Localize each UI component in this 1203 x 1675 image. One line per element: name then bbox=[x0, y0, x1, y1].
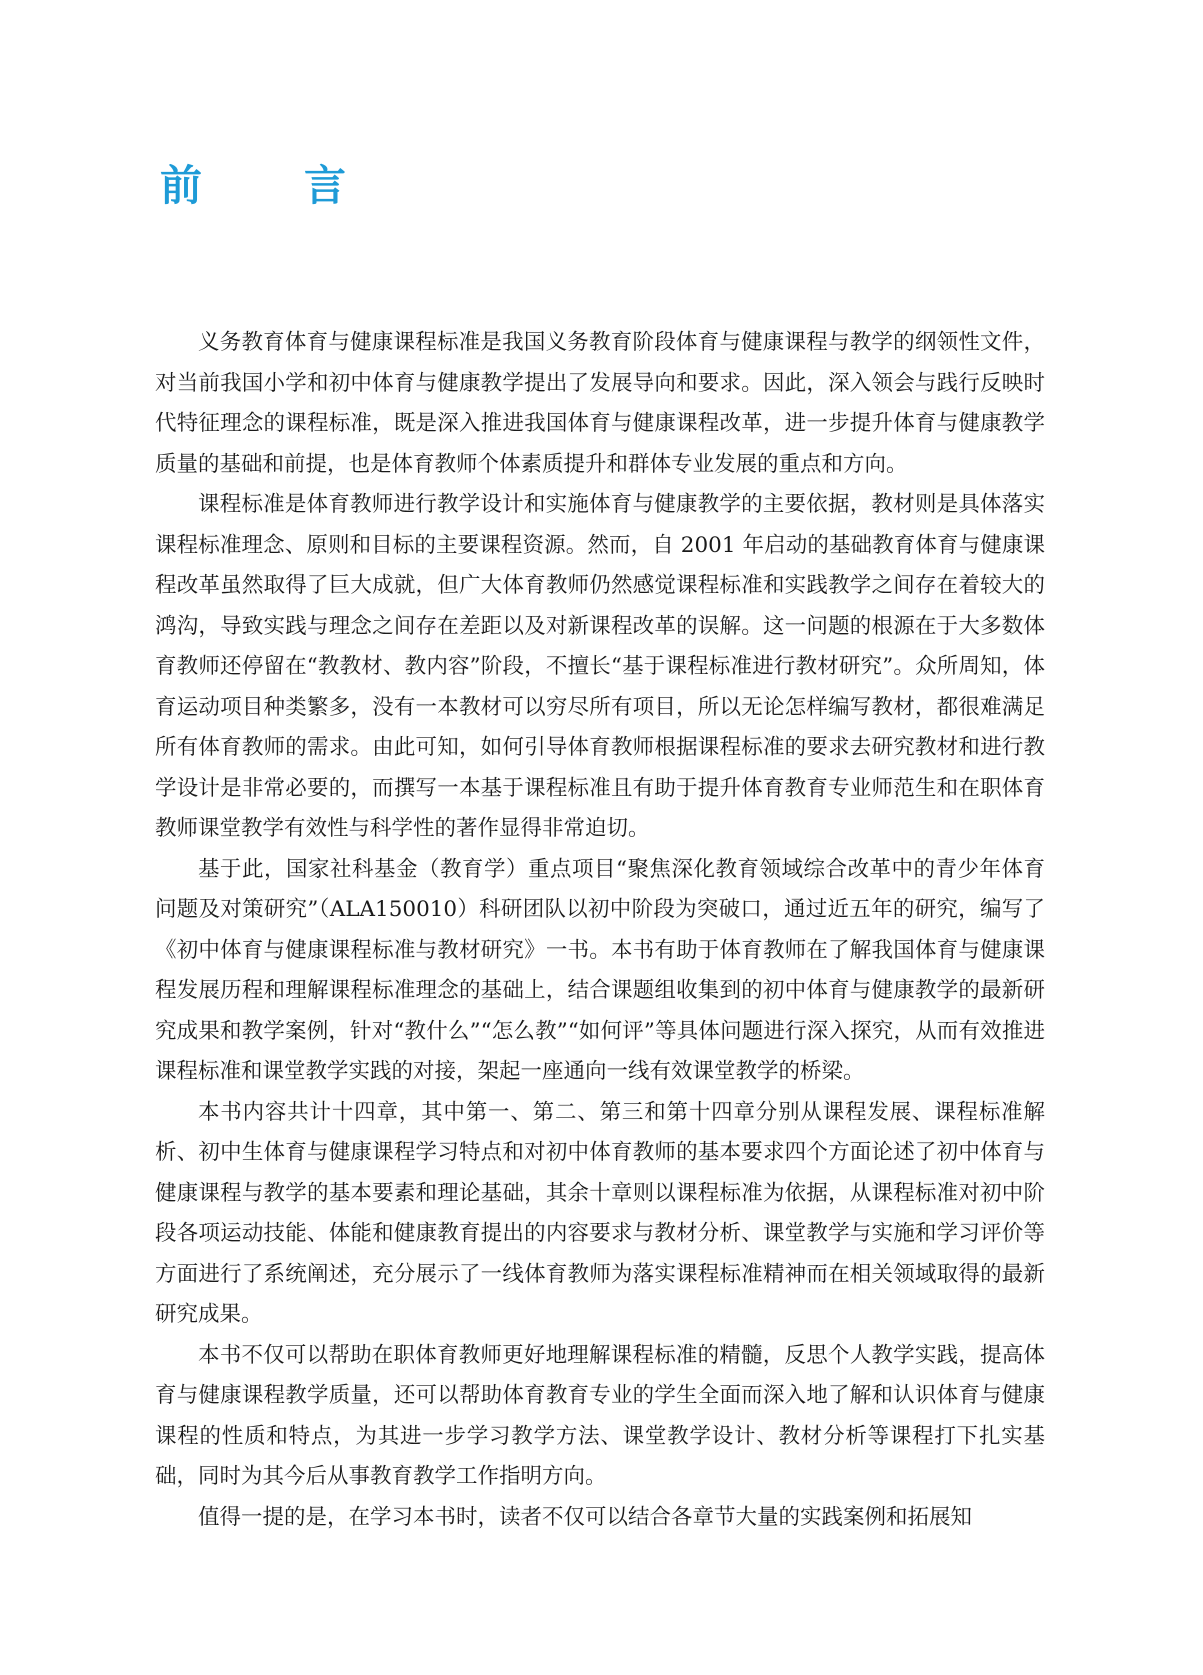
title-char-1: 前 bbox=[160, 161, 203, 210]
paragraph-6: 值得一提的是，在学习本书时，读者不仅可以结合各章节大量的实践案例和拓展知 bbox=[198, 1504, 973, 1530]
preface-body bbox=[155, 323, 1045, 1538]
paragraph-3: 基于此，国家社科基金（教育学）重点项目“聚焦深化教育领域综合改革中的青少年体育问题及对策研究”（ALA150010）科研团队以初中阶段为突破口，通过近五年的研究，编写了《初中体育与健康课程标准与教材研究》一书。本书有助于体育教师在了解我国体育与健康课程发展历程和理解课程标准理念的基础上，结合课题组收集到的初中体育与健康教学的最新研究成果和教学案例，针对“教什么”“怎么教”“如何评”等具体问题进行深入探究，从而有效推进课程标准和课堂教学实践的对接，架起一座通向一线有效课堂教学的桥梁。 bbox=[155, 856, 1045, 1084]
page-title bbox=[160, 160, 346, 212]
paragraph-5: 本书不仅可以帮助在职体育教师更好地理解课程标准的精髓，反思个人教学实践，提高体育与健康课程教学质量，还可以帮助体育教育专业的学生全面而深入地了解和认识体育与健康课程的性质和特点，为其进一步学习教学方法、课堂教学设计、教材分析等课程打下扎实基础，同时为其今后从事教育教学工作指明方向。 bbox=[155, 1342, 1045, 1489]
paragraph-2: 课程标准是体育教师进行教学设计和实施体育与健康教学的主要依据，教材则是具体落实课程标准理念、原则和目标的主要课程资源。然而，自 2001 年启动的基础教育体育与健康课程改革虽然取得了巨大成就，但广大体育教师仍然感觉课程标准和实践教学之间存在着较大的鸿沟，导致实践与理念之间存在差距以及对新课程改革的误解。这一问题的根源在于大多数体育教师还停留在“教教材、教内容”阶段，不擅长“基于课程标准进行教材研究”。众所周知，体育运动项目种类繁多，没有一本教材可以穷尽所有项目，所以无论怎样编写教材，都很难满足所有体育教师的需求。由此可知，如何引导体育教师根据课程标准的要求去研究教材和进行教学设计是非常必要的，而撰写一本基于课程标准且有助于提升体育教育专业师范生和在职体育教师课堂教学有效性与科学性的著作显得非常迫切。 bbox=[155, 492, 1045, 841]
title-char-2: 言 bbox=[304, 161, 347, 210]
paragraph-1: 义务教育体育与健康课程标准是我国义务教育阶段体育与健康课程与教学的纲领性文件，对当前我国小学和初中体育与健康教学提出了发展导向和要求。因此，深入领会与践行反映时代特征理念的课程标准，既是深入推进我国体育与健康课程改革，进一步提升体育与健康教学质量的基础和前提，也是体育教师个体素质提升和群体专业发展的重点和方向。 bbox=[155, 330, 1045, 477]
paragraph-4: 本书内容共计十四章，其中第一、第二、第三和第十四章分别从课程发展、课程标准解析、初中生体育与健康课程学习特点和对初中体育教师的基本要求四个方面论述了初中体育与健康课程与教学的基本要素和理论基础，其余十章则以课程标准为依据，从课程标准对初中阶段各项运动技能、体能和健康教育提出的内容要求与教材分析、课堂教学与实施和学习评价等方面进行了系统阐述，充分展示了一线体育教师为落实课程标准精神而在相关领域取得的最新研究成果。 bbox=[155, 1099, 1045, 1327]
